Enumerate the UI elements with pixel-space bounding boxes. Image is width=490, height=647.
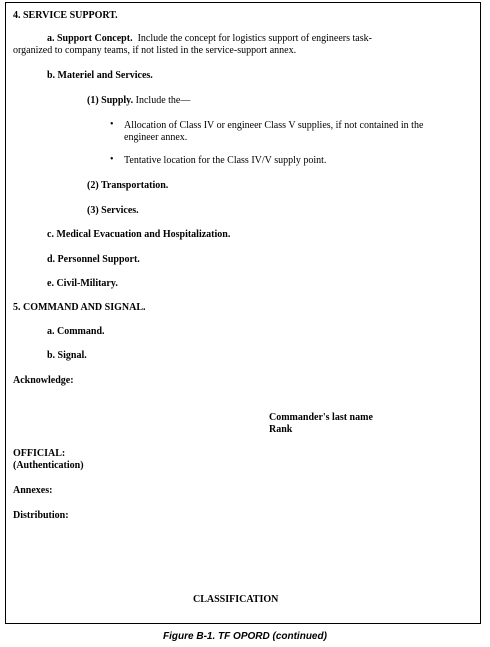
bullet-2: Tentative location for the Class IV/V supply point. bbox=[124, 155, 327, 166]
supply-label: (1) Supply. bbox=[87, 95, 134, 106]
support-concept-paragraph bbox=[47, 33, 372, 45]
distribution-label: Distribution: bbox=[13, 510, 69, 521]
section-4-heading: 4. SERVICE SUPPORT. bbox=[13, 10, 118, 21]
support-concept-text-1: Include the concept for logistics support of engineers task- bbox=[137, 33, 372, 44]
annexes-label: Annexes: bbox=[13, 485, 53, 496]
signal-heading: b. Signal. bbox=[47, 350, 87, 361]
bullet-icon: • bbox=[110, 154, 114, 165]
bullet-1-line-1: Allocation of Class IV or engineer Class V supplies, if not contained in the bbox=[124, 120, 424, 131]
acknowledge-label: Acknowledge: bbox=[13, 375, 74, 386]
support-concept-label: a. Support Concept. bbox=[47, 33, 133, 44]
materiel-services-heading: b. Materiel and Services. bbox=[47, 70, 153, 81]
commander-name: Commander's last name bbox=[269, 412, 373, 423]
civil-military-heading: e. Civil-Military. bbox=[47, 278, 118, 289]
bullet-1-line-2: engineer annex. bbox=[124, 132, 188, 143]
medical-evacuation-heading: c. Medical Evacuation and Hospitalization. bbox=[47, 229, 231, 240]
transportation-heading: (2) Transportation. bbox=[87, 180, 169, 191]
official-label: OFFICIAL: bbox=[13, 448, 66, 459]
authentication-label: (Authentication) bbox=[13, 460, 84, 471]
services-heading: (3) Services. bbox=[87, 205, 139, 216]
supply-line bbox=[87, 95, 190, 107]
figure-caption: Figure B-1. TF OPORD (continued) bbox=[163, 631, 327, 642]
supply-intro: Include the— bbox=[135, 95, 191, 106]
section-5-heading: 5. COMMAND AND SIGNAL. bbox=[13, 302, 146, 313]
bullet-icon: • bbox=[110, 119, 114, 130]
classification-marking: CLASSIFICATION bbox=[193, 594, 279, 605]
support-concept-text-2: organized to company teams, if not listed in the service-support annex. bbox=[13, 45, 297, 56]
personnel-support-heading: d. Personnel Support. bbox=[47, 254, 140, 265]
commander-rank: Rank bbox=[269, 424, 293, 435]
command-heading: a. Command. bbox=[47, 326, 105, 337]
